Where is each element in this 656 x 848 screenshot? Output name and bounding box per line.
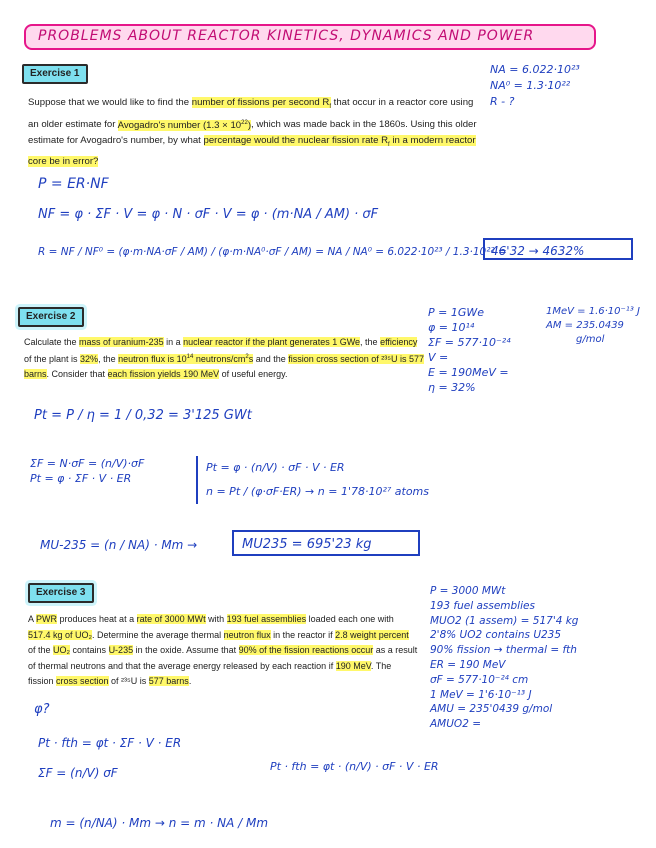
exercise-3-statement: A PWR produces heat at a rate of 3000 MWt with 193 fuel assemblies loaded each one with 517.4 kg of UO₂. Determine the average thermal neutron flux in the reactor if 2.8 weight percent of the UO₂ contains U-235 in the oxide. Assume that 90% of the fission reactions occur as a result of thermal neutrons and that the average energy released by each reaction if 190 MeV. The fission cross section of ²³⁵U is 577 barns. bbox=[28, 614, 418, 686]
ex2-eq-cross-section: ΣF = N·σF = (n/V)·σF Pt = φ · ΣF · V · ER bbox=[30, 457, 145, 485]
page-title: PROBLEMS ABOUT REACTOR KINETICS, DYNAMICS AND POWER bbox=[38, 28, 535, 44]
ex1-result-box: 46'32 → 4632% bbox=[483, 238, 633, 260]
exercise-1-given-notes: NA = 6.022·10²³ NA⁰ = 1.3·10²² R - ? bbox=[490, 63, 580, 108]
exercise-3-given-notes: P = 3000 MWt 193 fuel assemblies MUO2 (1 assem) = 517'4 kg 2'8% UO2 contains U235 90% fission → thermal = fth ER = 190 MeV σF = 577·10⁻²⁴ cm 1 MeV = 1'6·10⁻¹³ J AMU = 235'0439 g/mol AMUO2 = bbox=[430, 585, 579, 731]
exercise-1-label: Exercise 1 bbox=[22, 64, 88, 84]
ex1-eq-ratio: R = NF / NF⁰ = (φ·m·NA·σF / AM) / (φ·m·NA⁰·σF / AM) = NA / NA⁰ = 6.022·10²³ / 1.3·10²² = bbox=[38, 246, 507, 258]
ex2-eq-thermal-power: Pt = P / η = 1 / 0,32 = 3'125 GWt bbox=[34, 408, 252, 423]
exercise-2-constants: 1MeV = 1.6·10⁻¹³ J AM = 235.0439 g/mol bbox=[546, 306, 640, 345]
ex3-eq-question: φ? bbox=[34, 702, 50, 717]
ex1-eq-fissions: NF = φ · ΣF · V = φ · N · σF · V = φ · (m·NA / AM) · σF bbox=[38, 207, 379, 222]
ex3-eq-substituted: Pt · fth = φt · (n/V) · σF · V · ER bbox=[270, 760, 439, 773]
ex2-result-box: MU235 = 695'23 kg bbox=[232, 530, 420, 556]
exercise-2-given-notes: P = 1GWe φ = 10¹⁴ ΣF = 577·10⁻²⁴ V = E = 190MeV = η = 32% bbox=[428, 306, 511, 394]
ex2-eq-atoms: Pt = φ · (n/V) · σF · V · ER n = Pt / (φ·σF·ER) → n = 1'78·10²⁷ atoms bbox=[196, 456, 429, 504]
ex3-eq-cross-section: ΣF = (n/V) σF bbox=[38, 766, 118, 780]
exercise-3-label: Exercise 3 bbox=[28, 583, 94, 603]
ex1-eq-power: P = ER·NF bbox=[38, 176, 109, 192]
exercise-2-statement: Calculate the mass of uranium-235 in a nuclear reactor if the plant generates 1 GWe, the efficiency of the plant is 32%, the neutron flux is $10^{14}$ neutrons/$cm^2s$ and the fission cross section of ²³⁵U is 577 barns. Consider that each fission yields 190 MeV of useful energy. bbox=[24, 337, 424, 379]
exercise-2-label: Exercise 2 bbox=[18, 307, 84, 327]
ex3-eq-moles: m = (n/NA) · Mm → n = m · NA / Mm bbox=[50, 816, 269, 830]
exercise-1-statement: Suppose that we would like to find the number of fissions per second $R_f$ that occur in a reactor core using an older estimate for Avogadro's number $(1.3 \times 10^{22})$, which was made back in the 1860s. Using this older estimate for Avogadro's number, by what percentage would the nuclear fission rate $R_f$ in a modern reactor core be in error? bbox=[28, 97, 477, 167]
ex2-eq-mass: MU-235 = (n / NA) · Mm → bbox=[40, 538, 198, 552]
ex3-eq-power-balance: Pt · fth = φt · ΣF · V · ER bbox=[38, 736, 182, 750]
